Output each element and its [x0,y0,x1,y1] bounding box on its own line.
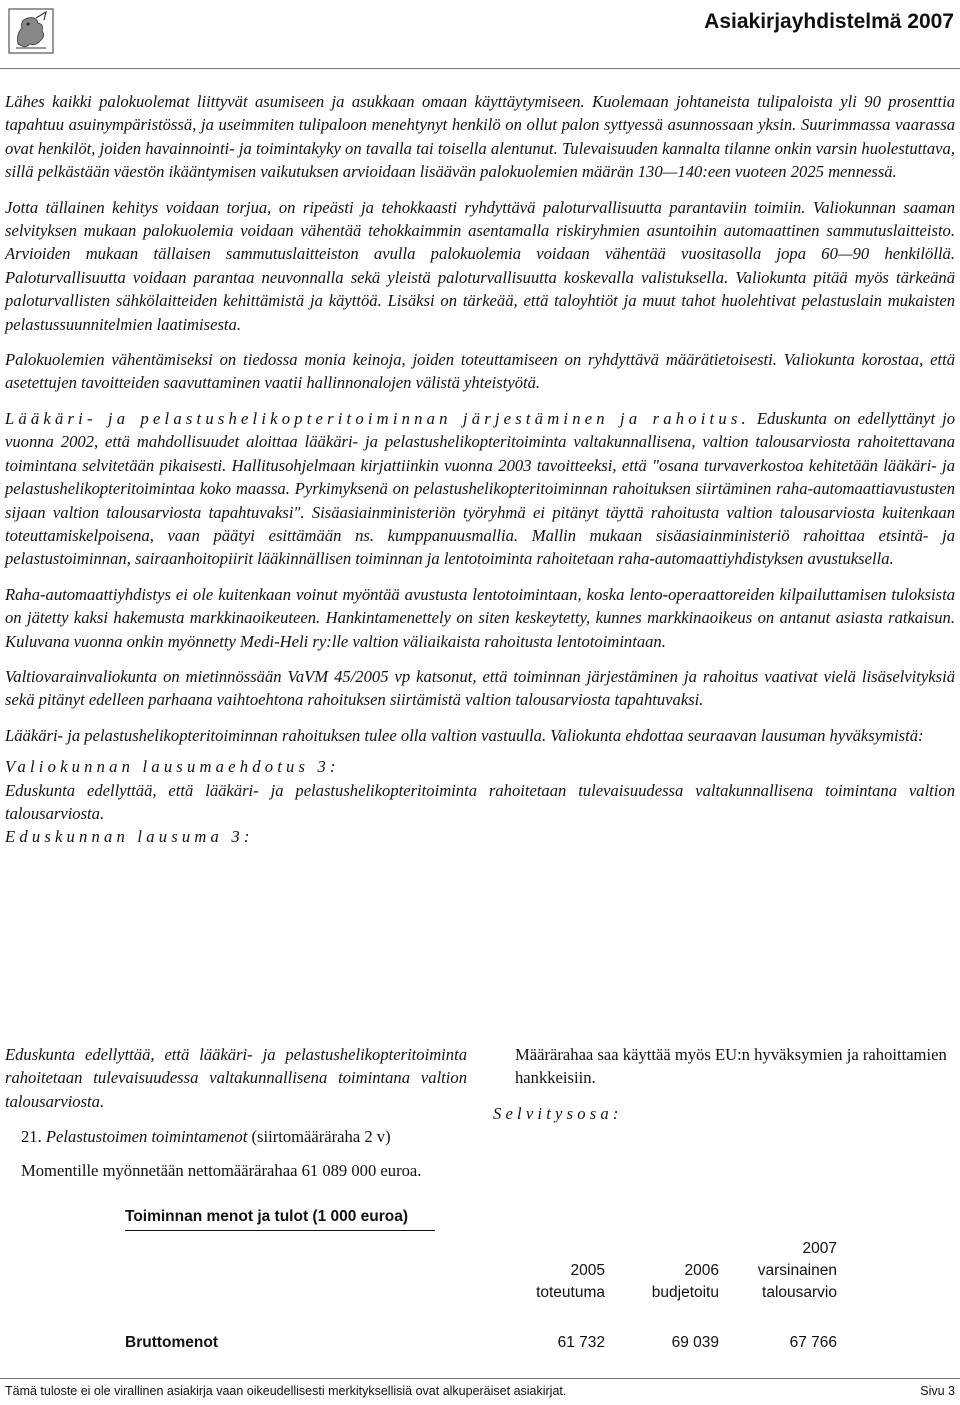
page-number: Sivu 3 [920,1384,955,1398]
finance-table [125,1208,837,1351]
col-2005-header [505,1260,605,1304]
p2-text-c: Arvioiden mukaan tällaisen sammutuslaitteiston avulla palokuolemia voidaan vähentää vuositasolla jopa 60—90 henkilöllä. [5,244,955,264]
col-2007-year: 2007 [802,1240,837,1257]
left-column [5,1043,467,1182]
p2-text-f: Lisäksi on tärkeää, että taloyhtiöt ja muut tahot huolehtivat pelastuslain mukaisten pelastussuunnitelmien laatimisesta. [5,291,956,334]
paragraph-1 [5,90,955,184]
paragraph-4 [5,407,955,571]
col-2005-year: 2005 [570,1262,605,1279]
proposal-heading: Valiokunnan lausumaehdotus 3: [5,757,340,777]
p1-text-c: Tulevaisuuden kannalta tilanne onkin varsin huolestuttava, sillä pelkästään väestön ikääntymisen vaikutuksen arvioidaan lisäävän palokuolemien määrän 130—140:een vuoteen 2025 mennessä. [5,138,955,182]
paragraph-5: Raha-automaattiyhdistys ei ole kuitenkaan voinut myöntää avustusta lentotoimintaan, koska lento-operaattoreiden kilpailuttamisen tuloksista on jätetty kaksi hakemusta markkinaoikeuteen. Hankintamenettely on siten keskeytetty, kunnes markkinaoikeus on antanut asiasta ratkaisun. Kuluvana vuonna onkin myönnetty Medi-Heli ry:lle valtion väliaikaista rahoitusta lentotoimintaan. [5,584,955,651]
col-2006-year: 2006 [684,1262,719,1279]
document-body [5,90,955,849]
item-line [5,1125,467,1148]
p2-text-e: Valiokunta pitää myös tärkeänä paloturvallisten sähkölaitteiden kehittämistä ja käyttöä. [5,267,955,311]
row-label: Bruttomenot [125,1334,218,1351]
paragraph-3: Palokuolemien vähentämiseksi on tiedossa monia keinoja, joiden toteuttamiseen on ryhdyttävä määrätietoisesti. Valiokunta korostaa, että asetettujen tavoitteiden saavuttaminen vaatii hallinnonalojen välistä yhteistyötä. [5,350,955,393]
value-2006: 69 039 [671,1334,719,1351]
item-type: (siirtomääräraha 2 v) [251,1127,391,1147]
table-row [125,1332,837,1356]
col-2005-label: toteutuma [536,1284,605,1301]
table-title: Toiminnan menot ja tulot (1 000 euroa) [125,1208,435,1231]
col-2006-header [619,1260,719,1304]
statement-body: Eduskunta edellyttää, että lääkäri- ja pelastushelikopteritoiminta rahoitetaan tulevaisuudessa valtakunnallisena toimintana valtion talousarviosta. [5,1045,467,1111]
header-divider [0,68,960,69]
p2-text-d: Paloturvallisuutta voidaan parantaa neuvonnalla sekä yleistä paloturvallisuutta koskevalla valistuksella. [5,267,729,287]
footer-divider [0,1378,960,1379]
coat-of-arms-icon [6,6,56,56]
paragraph-7: Lääkäri- ja pelastushelikopteritoiminnan rahoituksen tulee olla valtion vastuulla. Valiokunta ehdottaa seuraavan lausuman hyväksymistä: [5,725,924,745]
col-2007-label-2: talousarvio [762,1284,837,1301]
section-heading: Lääkäri- ja pelastushelikopteritoiminnan järjestäminen ja rahoitus. [5,408,750,428]
page-footer [5,1384,955,1398]
value-2005: 61 732 [557,1334,605,1351]
col-2007-header [737,1238,837,1304]
page-header [0,0,960,70]
proposal-body: Eduskunta edellyttää, että lääkäri- ja pelastushelikopteritoiminta rahoitetaan tulevaisuudessa valtakunnallisena toimintana valtion talousarviosta. [5,780,955,823]
document-title: Asiakirjayhdistelmä 2007 [704,10,954,33]
right-column [493,1043,955,1125]
two-column-section [5,1043,955,1193]
paragraph-2 [5,196,955,336]
table-header [125,1238,837,1308]
col-2006-label: budjetoitu [651,1284,719,1301]
footer-disclaimer: Tämä tuloste ei ole virallinen asiakirja vaan oikeudellisesti merkityksellisiä ovat alkuperäiset asiakirjat. [5,1384,567,1398]
item-title: Pelastustoimen toimintamenot [45,1127,248,1147]
p1-text-b: Suurimmassa vaarassa ovat henkilöt, joiden havainnointi- ja toimintakyky on tavalla tai toisella alentunut. [5,115,955,158]
usage-note: Määrärahaa saa käyttää myös EU:n hyväksymien ja rahoittamien hankkeisiin. [515,1045,947,1088]
value-2007: 67 766 [789,1334,837,1351]
p2-text-a: Jotta tällainen kehitys voidaan torjua, on ripeästi ja tehokkaasti ryhdyttävä paloturvallisuutta parantaviin toimiin. [5,197,806,217]
p1-text-a: Lähes kaikki palokuolemat liittyvät asumiseen ja asukkaan omaan käyttäytymiseen. Kuolemaan johtaneista tulipaloista yli 90 prosenttia tapahtuu asuinympäristössä, ja useimmiten tulipaloon menehtynyt henkilö on ollut palon syttyessä asunnossaan yksin. [5,92,955,135]
paragraph-6: Valtiovarainvaliokunta on mietinnössään VaVM 45/2005 vp katsonut, että toiminnan järjestäminen ja rahoitus vaativat vielä lisäselvityksiä sekä pitänyt edelleen parhaana vaihtoehtona rahoituksen siirtämistä valtion talousarviosta tapahtuvaksi. [5,666,955,710]
col-2007-label-1: varsinainen [757,1262,837,1279]
p2-text-b: Valiokunnan saaman selvityksen mukaan palokuolemia voidaan vähentää tehokkaimmin asentamalla riskiryhmien asuntoihin automaattinen sammutuslaitteisto. [5,197,955,241]
item-number: 21. [21,1127,42,1147]
p4-body: Eduskunta on edellyttänyt jo vuonna 2002, että mahdollisuudet aloittaa lääkäri- ja pelastushelikopteritoiminta valtakunnallisena, valtion talousarviosta rahoitettavana toimintana selvitetään pikaisesti. Hallitusohjelmaan kirjattiinkin vuonna 2003 tavoitteeksi, että "osana turvaverkostoa kehitetään lääkäri- ja pelastushelikopteritoimintaa koko maassa. Pyrkimyksenä on pelastushelikopteritoiminnan rahoituksen siirtäminen raha-automaattiavustusten sijaan valtion talousarviosta tapahtuvaksi". Sisäasiainministeriön työryhmä ei pitänyt täyttä rahoitusta valtion talousarviosta kuitenkaan toteuttamiskelpoisena, vaan päätyi esittämään ns. kumppanuusmallia. Mallin mukaan sisäasiainministeriö rahoittaa etsintä- ja pelastustoiminnan, sairaanhoitopiirit lääkinnällisen toiminnan ja lentotoiminta rahoitetaan raha-automaattiyhdistyksen avustuksella. [5,408,956,569]
statement-heading: Eduskunnan lausuma 3: [5,827,254,847]
appropriation-text: Momentille myönnetään nettomäärärahaa 61 089 000 euroa. [21,1160,422,1180]
explanation-heading: Selvitysosa: [493,1103,623,1123]
